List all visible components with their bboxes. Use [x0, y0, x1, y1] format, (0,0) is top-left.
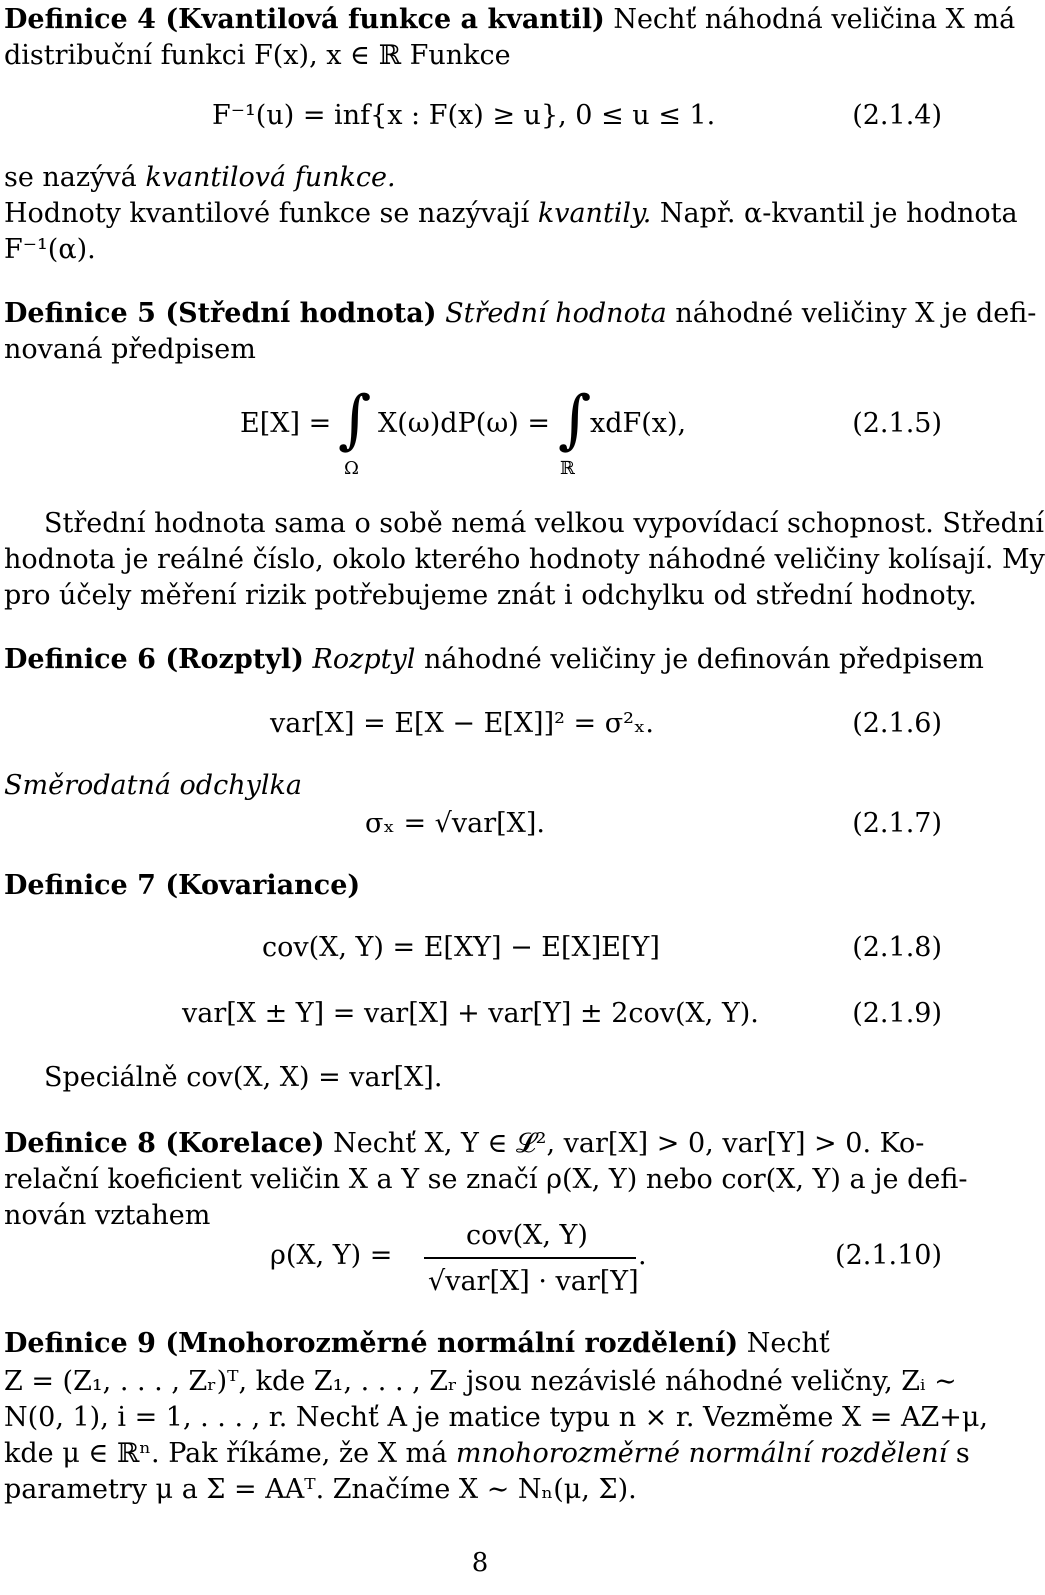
- def8-eq-numerator: cov(X, Y): [466, 1220, 588, 1251]
- integral-sub-omega: Ω: [344, 458, 359, 479]
- eq-number-2-1-5: (2.1.5): [852, 408, 942, 439]
- def9-line1: Definice 9 (Mnohorozměrné normální rozdělení) Nechť: [4, 1328, 830, 1359]
- def5-para-line2: hodnota je reálné číslo, okolo kterého hodnoty náhodné veličiny kolísají. My: [4, 544, 1045, 575]
- def8-eq-lhs: ρ(X, Y) =: [270, 1240, 393, 1271]
- def7-equation-1: cov(X, Y) = E[XY] − E[X]E[Y]: [262, 932, 660, 963]
- eq-number-2-1-8: (2.1.8): [852, 932, 942, 963]
- fraction-bar: [424, 1257, 636, 1259]
- eq-number-2-1-7: (2.1.7): [852, 808, 942, 839]
- def8-line2: relační koeficient veličin X a Y se značí ρ(X, Y) nebo cor(X, Y) a je defi-: [4, 1164, 968, 1195]
- def5-eq-mid: X(ω)dP(ω) =: [378, 408, 551, 439]
- def8-eq-period: .: [638, 1240, 647, 1271]
- integral-sign-real: ∫: [558, 383, 592, 457]
- def7-equation-2: var[X ± Y] = var[X] + var[Y] ± 2cov(X, Y).: [182, 998, 759, 1029]
- def5-heading: Definice 5 (Střední hodnota): [4, 298, 437, 329]
- def7-special-case: Speciálně cov(X, X) = var[X].: [44, 1062, 443, 1093]
- def9-line2: Z = (Z₁, . . . , Zᵣ)ᵀ, kde Z₁, . . . , Zᵣ jsou nezávislé náhodné veličny, Zᵢ ∼: [4, 1366, 957, 1397]
- def5-eq-lhs: E[X] =: [240, 408, 332, 439]
- def4-line5: F⁻¹(α).: [4, 234, 96, 265]
- def6-line1: Definice 6 (Rozptyl) Rozptyl náhodné veličiny je definován předpisem: [4, 644, 984, 675]
- def4-line2: distribuční funkci F(x), x ∈ ℝ Funkce: [4, 40, 511, 71]
- def4-line1: Definice 4 (Kvantilová funkce a kvantil) Nechť náhodná veličina X má: [4, 4, 1016, 35]
- def9-line5: parametry μ a Σ = AAᵀ. Značíme X ∼ Nₙ(μ, Σ).: [4, 1474, 637, 1505]
- integral-sub-real: ℝ: [560, 458, 575, 479]
- eq-number-2-1-6: (2.1.6): [852, 708, 942, 739]
- def9-line4: kde μ ∈ ℝⁿ. Pak říkáme, že X má mnohorozměrné normální rozdělení s: [4, 1438, 970, 1469]
- def7-heading: Definice 7 (Kovariance): [4, 870, 361, 901]
- def4-heading: Definice 4 (Kvantilová funkce a kvantil): [4, 4, 605, 35]
- def4-line3: se nazývá kvantilová funkce.: [4, 162, 396, 193]
- eq-number-2-1-10: (2.1.10): [835, 1240, 942, 1271]
- def5-para-line3: pro účely měření rizik potřebujeme znát i odchylku od střední hodnoty.: [4, 580, 977, 611]
- def4-equation: F⁻¹(u) = inf{x : F(x) ≥ u}, 0 ≤ u ≤ 1.: [212, 100, 716, 131]
- def8-heading: Definice 8 (Korelace): [4, 1128, 325, 1159]
- def8-eq-denominator: √var[X] · var[Y]: [428, 1266, 639, 1297]
- def8-line1: Definice 8 (Korelace) Nechť X, Y ∈ 𝓛², var[X] > 0, var[Y] > 0. Ko-: [4, 1128, 925, 1159]
- def8-line3: nován vztahem: [4, 1200, 211, 1231]
- eq-number-2-1-4: (2.1.4): [852, 100, 942, 131]
- page-number: 8: [471, 1548, 489, 1578]
- integral-sign-omega: ∫: [338, 383, 372, 457]
- def6-heading: Definice 6 (Rozptyl): [4, 644, 304, 675]
- def5-eq-rhs: xdF(x),: [590, 408, 687, 439]
- def5-line2: novaná předpisem: [4, 334, 256, 365]
- eq-number-2-1-9: (2.1.9): [852, 998, 942, 1029]
- def4-line4: Hodnoty kvantilové funkce se nazývají kvantily. Např. α-kvantil je hodnota: [4, 198, 1018, 229]
- def5-para-line1: Střední hodnota sama o sobě nemá velkou vypovídací schopnost. Střední: [44, 508, 1044, 539]
- std-dev-label: Směrodatná odchylka: [4, 770, 302, 801]
- def6-equation: var[X] = E[X − E[X]]² = σ²ₓ.: [270, 708, 655, 739]
- def5-line1: Definice 5 (Střední hodnota) Střední hodnota náhodné veličiny X je defi-: [4, 298, 1037, 329]
- def9-line3: N(0, 1), i = 1, . . . , r. Nechť A je matice typu n × r. Vezměme X = AZ+μ,: [4, 1402, 988, 1433]
- def9-heading: Definice 9 (Mnohorozměrné normální rozdělení): [4, 1328, 739, 1359]
- std-dev-equation: σₓ = √var[X].: [365, 808, 545, 839]
- def7-heading-line: [4, 868, 360, 904]
